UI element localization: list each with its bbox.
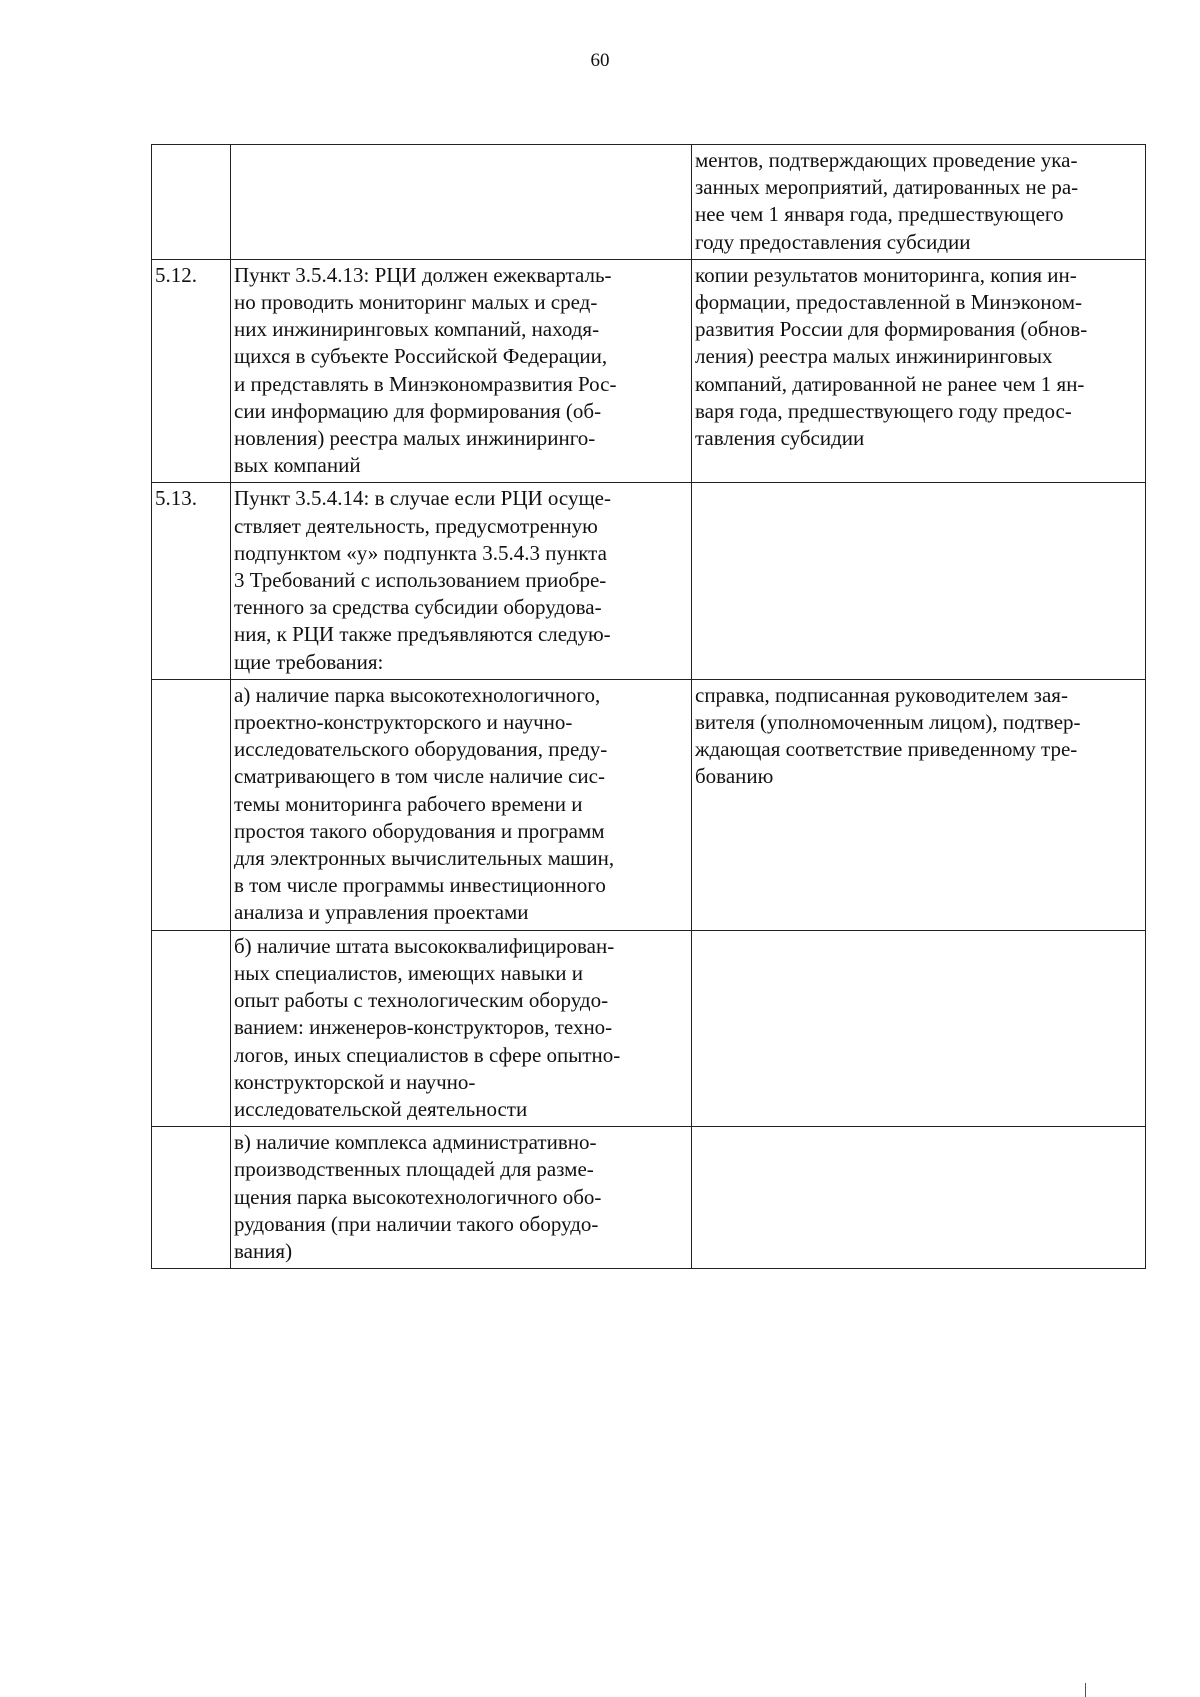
documents-cell [692,259,1146,483]
requirements-table [151,144,1146,1269]
requirement-line: них инжиниринговых компаний, находя- [234,317,600,342]
document-line: нее чем 1 января года, предшествующего [695,202,1064,227]
table-row [152,483,1146,679]
row-number: 5.12. [155,262,197,287]
row-number-cell [152,1127,231,1269]
requirement-line: исследовательской деятельности [234,1096,528,1121]
scan-artifact [1085,1683,1086,1697]
requirement-line: рудования (при наличии такого оборудо- [234,1211,599,1236]
row-number: 5.13. [155,486,197,511]
page-number: 60 [590,50,610,71]
document-line: копии результатов мониторинга, копия ин- [695,262,1077,287]
requirement-line: щения парка высокотехнологичного обо- [234,1184,602,1209]
requirement-cell [231,930,692,1126]
document-line: году предоставления субсидии [695,229,971,254]
requirement-cell [231,1127,692,1269]
requirement-cell [231,483,692,679]
requirement-line: ванием: инженеров-конструкторов, техно- [234,1015,613,1040]
table-row [152,145,1146,260]
requirement-line: б) наличие штата высококвалифицирован- [234,933,615,958]
requirement-line: Пункт 3.5.4.14: в случае если РЦИ осуще- [234,486,611,511]
row-number-cell [152,145,231,260]
document-line: формации, предоставленной в Минэконом- [695,290,1083,315]
document-line: развития России для формирования (обнов- [695,317,1088,342]
requirement-line: логов, иных специалистов в сфере опытно- [234,1042,621,1067]
documents-cell [692,145,1146,260]
requirement-cell [231,679,692,930]
requirement-line: опыт работы с технологическим оборудо- [234,988,609,1013]
document-line: варя года, предшествующего году предос- [695,398,1072,423]
documents-cell [692,679,1146,930]
requirement-line: и представлять в Минэкономразвития Рос- [234,371,617,396]
document-line: занных мероприятий, датированных не ра- [695,175,1079,200]
requirement-line: а) наличие парка высокотехнологичного, [234,682,601,707]
documents-cell [692,930,1146,1126]
table-row [152,1127,1146,1269]
document-line: тавления субсидии [695,426,865,451]
requirement-line: щихся в субъекте Российской Федерации, [234,344,608,369]
document-line: компаний, датированной не ранее чем 1 ян- [695,371,1085,396]
documents-cell [692,483,1146,679]
requirement-line: ствляет деятельность, предусмотренную [234,513,598,538]
requirement-line: проектно-конструкторского и научно- [234,710,573,735]
requirement-cell [231,259,692,483]
requirement-line: подпунктом «у» подпункта 3.5.4.3 пункта [234,540,607,565]
requirement-line: темы мониторинга рабочего времени и [234,791,583,816]
requirement-line: конструкторской и научно- [234,1069,476,1094]
requirement-line: в том числе программы инвестиционного [234,873,606,898]
row-number-cell [152,930,231,1126]
requirement-line: тенного за средства субсидии оборудова- [234,595,602,620]
requirement-line: анализа и управления проектами [234,900,529,925]
requirement-line: вых компаний [234,453,361,478]
requirement-line: новления) реестра малых инжиниринго- [234,426,596,451]
document-line: бованию [695,764,774,789]
requirement-line: сии информацию для формирования (об- [234,398,602,423]
requirement-line: простоя такого оборудования и программ [234,818,605,843]
documents-cell [692,1127,1146,1269]
requirement-line: для электронных вычислительных машин, [234,846,615,871]
document-line: ментов, подтверждающих проведение ука- [695,148,1078,172]
requirement-line: Пункт 3.5.4.13: РЦИ должен ежекварталь- [234,262,612,287]
requirement-line: производственных площадей для разме- [234,1157,594,1182]
requirement-line: но проводить мониторинг малых и сред- [234,290,598,315]
row-number-cell [152,679,231,930]
row-number-cell [152,483,231,679]
requirement-line: ния, к РЦИ также предъявляются следую- [234,622,611,647]
requirement-cell [231,145,692,260]
table-body [152,145,1146,1269]
document-line: ждающая соответствие приведенному тре- [695,737,1078,762]
row-number-cell [152,259,231,483]
requirement-line: щие требования: [234,649,384,674]
requirement-line: вания) [234,1238,293,1263]
requirement-line: 3 Требований с использованием приобре- [234,568,607,593]
table-row [152,259,1146,483]
requirement-line: ных специалистов, имеющих навыки и [234,960,584,985]
table-row [152,679,1146,930]
table-row [152,930,1146,1126]
requirement-line: исследовательского оборудования, преду- [234,737,608,762]
document-line: вителя (уполномоченным лицом), подтвер- [695,710,1081,735]
requirement-line: в) наличие комплекса административно- [234,1130,597,1155]
requirement-line: сматривающего в том числе наличие сис- [234,764,605,789]
document-line: справка, подписанная руководителем зая- [695,682,1068,707]
document-line: ления) реестра малых инжиниринговых [695,344,1053,369]
